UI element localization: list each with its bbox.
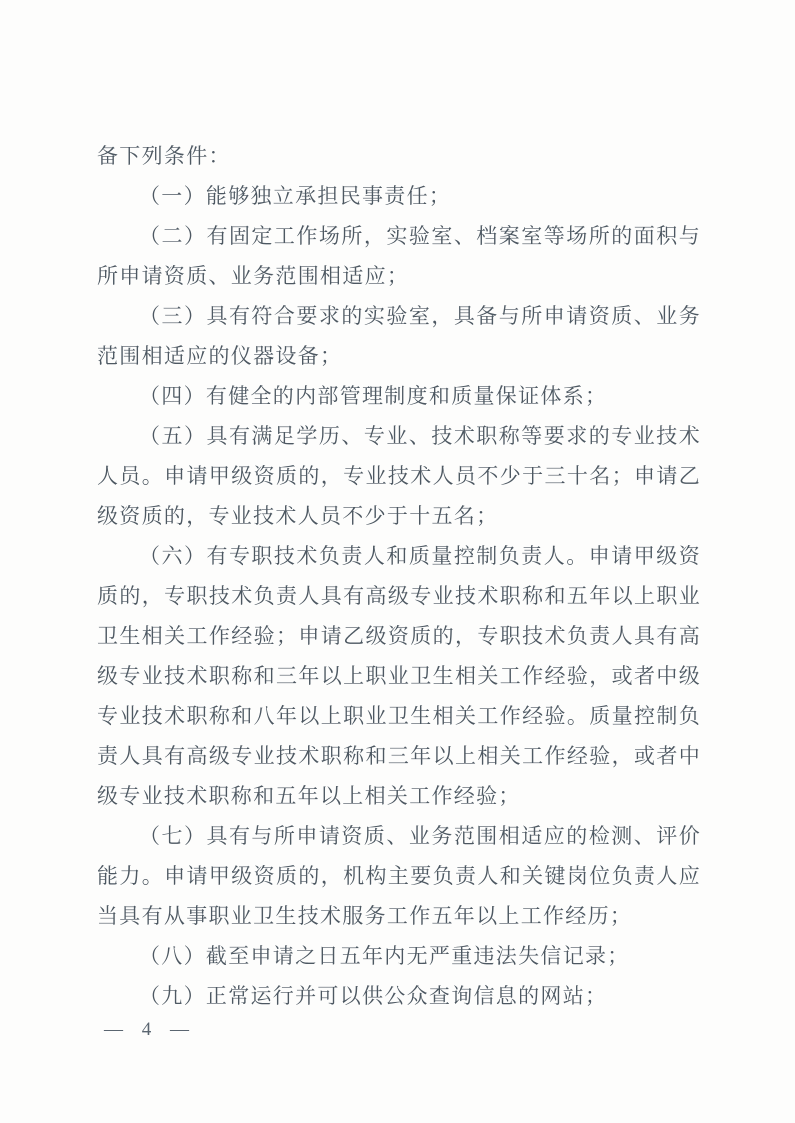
- paragraph-intro: 备下列条件：: [97, 144, 231, 168]
- condition-item-7: （七）具有与所申请资质、业务范围相适应的检测、评价能力。申请甲级资质的，机构主要负责人和关键岗位负责人应当具有从事职业卫生技术服务工作五年以上工作经历；: [97, 824, 701, 928]
- condition-item-8: （八）截至申请之日五年内无严重违法失信记录；: [139, 944, 630, 968]
- condition-item-9: （九）正常运行并可以供公众查询信息的网站；: [139, 984, 608, 1008]
- condition-item-6: （六）有专职技术负责人和质量控制负责人。申请甲级资质的，专职技术负责人具有高级专业技术职称和五年以上职业卫生相关工作经验；申请乙级资质的，专职技术负责人具有高级专业技术职称和三年以上职业卫生相关工作经验，或者中级专业技术职称和八年以上职业卫生相关工作经验。质量控制负责人具有高级专业技术职称和三年以上相关工作经验，或者中级专业技术职称和五年以上相关工作经验；: [97, 544, 701, 808]
- condition-item-3: （三）具有符合要求的实验室，具备与所申请资质、业务范围相适应的仪器设备；: [97, 304, 701, 368]
- condition-item-4: （四）有健全的内部管理制度和质量保证体系；: [139, 384, 608, 408]
- condition-item-2: （二）有固定工作场所，实验室、档案室等场所的面积与所申请资质、业务范围相适应；: [97, 224, 701, 288]
- body-text: [97, 136, 701, 1016]
- page-number-footer: — 4 —: [104, 1019, 196, 1040]
- condition-item-1: （一）能够独立承担民事责任；: [139, 184, 452, 208]
- condition-item-5: （五）具有满足学历、专业、技术职称等要求的专业技术人员。申请甲级资质的，专业技术人员不少于三十名；申请乙级资质的，专业技术人员不少于十五名；: [97, 424, 701, 528]
